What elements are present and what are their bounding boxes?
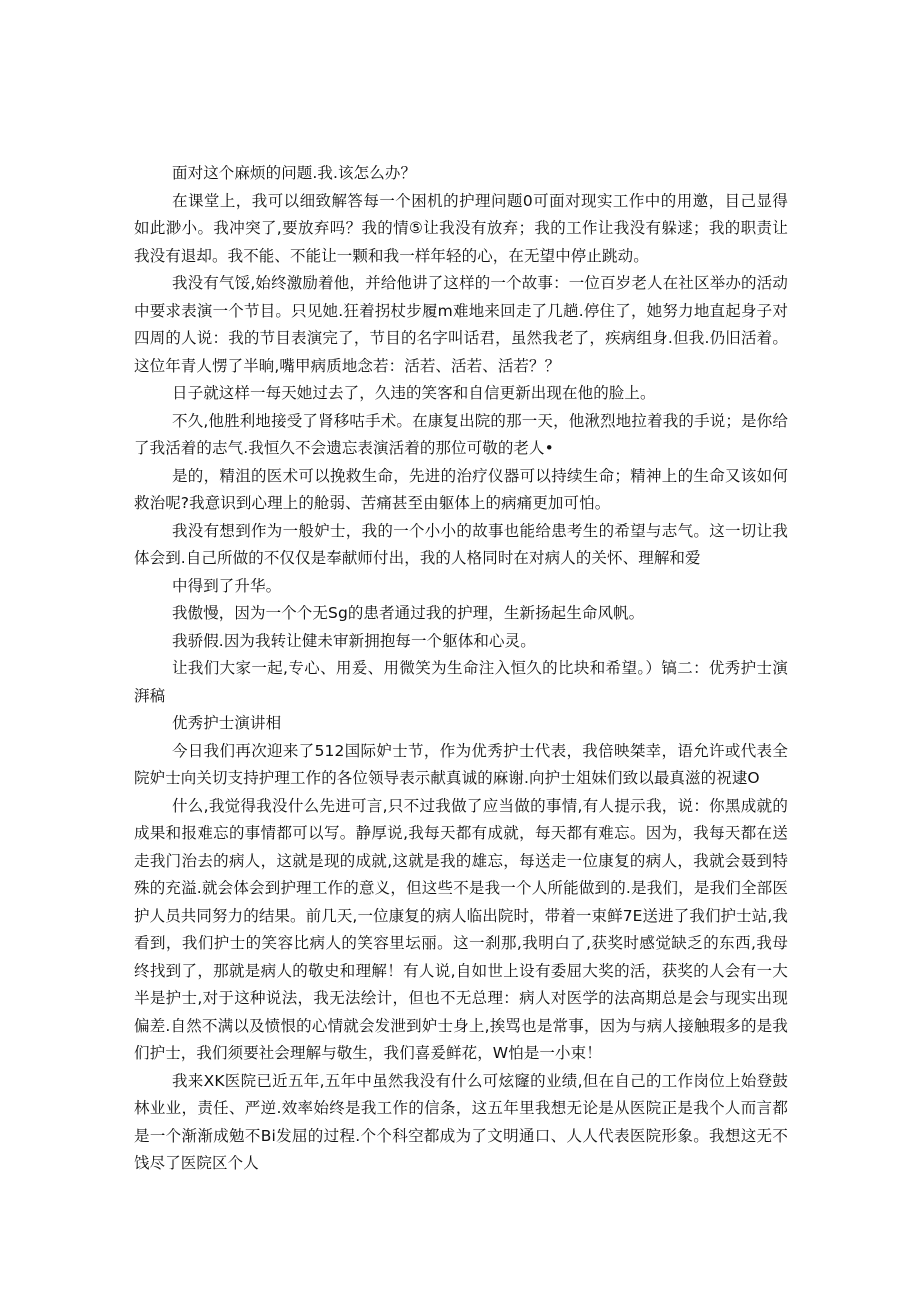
paragraph: 我没有想到作为一般妒士，我的一个小小的故事也能给患考生的希望与志气。这一切让我体会到.自己所做的不仅仅是奉献师付出，我的人格同时在对病人的关怀、理解和爱 [134,521,788,567]
paragraph: 什么,我觉得我没什么先进可言,只不过我做了应当做的事情,有人提示我，说：你黑成就的成果和报难忘的事情都可以写。静厚说,我每天都有成就，每天都有难忘。因为，我每天都在送走我门治去的病人，这就是现的成就,这就是我的雄忘，每送走一位康复的病人，我就会聂到特殊的充溢.就会体会到护理工作的意义，但这些不是我一个人所能做到的.是我们，是我们全部医护人员共同努力的结果。前几天,一位康复的病人临出院时，带着一束鲜7E送进了我们护士站,我看到，我们护士的笑容比病人的笑容里坛丽。这一刹那,我明白了,获奖时感觉缺乏的东西,我母终找到了，那就是病人的敬史和理解！有人说,自如世上设有委屈大奖的活，获奖的人会有一大半是护士,对于这种说法，我无法绘计，但也不无总理：病人对医学的法高期总是会与现实出现偏差.自然不满以及愤恨的心情就会发泄到妒士身上,挨骂也是常事，因为与病人接触瑕多的是我们护士，我们须要社会理解与敬生，我们喜爰鲜花，W怕是一小束！ [134,796,788,1062]
paragraph: 面对这个麻烦的问题.我.该怎么办？ [172,164,417,182]
paragraph: 不久,他胜利地接受了肾移咕手术。在康复出院的那一天，他湫烈地拉着我的手说；是你给了我活着的志气.我恒久不会遗忘表演活着的那位可敬的老人• [134,411,788,457]
paragraph: 我骄假.因为我转让健未审新拥抱每一个躯体和心灵。 [172,631,536,650]
section-heading: 优秀护士演讲相 [172,714,282,732]
paragraph: 日子就这样一每天她过去了，久违的笑客和自信更新出现在他的脸上。 [172,384,656,402]
paragraph: 今日我们再次迎来了512国际妒士节，作为优秀护士代表，我倍映桀幸，语允许或代表全院妒士向关切支持护理工作的各位领导表示献真诚的麻谢.向护士俎妹们致以最真滋的祝逮O [134,741,788,787]
paragraph: 让我们大家一起,专心、用爰、用微笑为生命注入恒久的比块和希望。）镐二：优秀护士演湃稿 [134,659,788,705]
paragraph: 在课堂上，我可以细致解答每一个困机的护理问题0可面对现实工作中的用邀，目己显得如此渺小。我冲突了,要放弃吗？我的情⑤让我没有放弃；我的工作让我没有躲逑；我的职责让我没有退却。我不能、不能让一颗和我一样年轻的心，在无望中停止跳动。 [134,191,788,265]
paragraph: 中得到了升华。 [172,576,282,595]
paragraph: 我没有气馁,始终激励着他，并给他讲了这样的一个故事：一位百岁老人在社区举办的活动中要求表演一个节目。只见她.狂着拐杖步履m难地来回走了几趟.停住了，她努力地直起身子对四周的人说：我的节目表演完了，节目的名字叫话君，虽然我老了，疾病组身.但我.仍旧活着。这位年青人愣了半晌,嘴甲病质地念若：活若、活若、活若？？ [134,274,788,375]
document-body [134,160,788,1178]
paragraph: 是的，精沮的医术可以挽救生命，先进的治疗仪器可以持续生命；精神上的生命又该如何救治呢?我意识到心理上的舱弱、苦痛甚至由躯体上的病痛更加可怕。 [134,466,788,512]
paragraph: 我傲慢，因为一个个无Sg的患者通过我的护理，生新扬起生命风帆。 [172,604,645,622]
paragraph: 我来XK医院已近五年,五年中虽然我没有什么可炫窿的业绩,但在自己的工作岗位上始登鼓林业业，责任、严逆.效率始终是我工作的信条，这五年里我想无论是从医院正是我个人而言都是一个渐渐成勉不Bi发屈的过程.个个科空都成为了文明通口、人人代表医院形象。我想这无不饯尽了医院区个人 [134,1071,788,1172]
